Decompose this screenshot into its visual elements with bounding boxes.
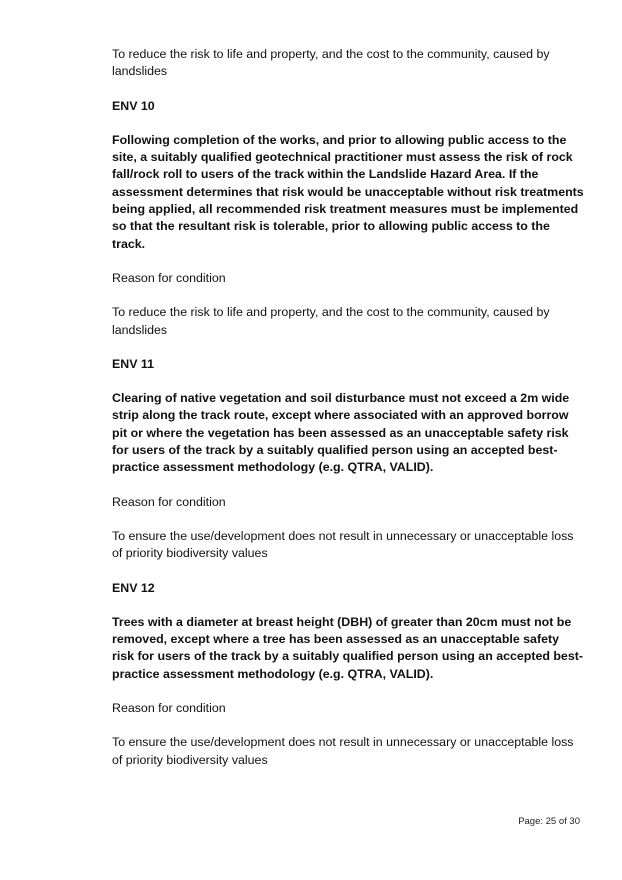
- heading-env-10: ENV 10: [112, 98, 155, 113]
- heading-env-11: ENV 11: [112, 356, 155, 371]
- reason-text-env-10: To reduce the risk to life and property, and the cost to the community, caused by landslides: [112, 305, 550, 337]
- condition-text-env-11: Clearing of native vegetation and soil disturbance must not exceed a 2m wide strip along the track route, except where associated with an approved borrow pit or where the vegetation has been assessed as an unacceptable safety risk for users of the track by a suitably qualified person using an accepted best-practice assessment methodology (e.g. QTRA, VALID).: [112, 391, 570, 475]
- reason-text-env-12: To ensure the use/development does not result in unnecessary or unacceptable loss of priority biodiversity values: [112, 735, 574, 767]
- reason-text-env-11: To ensure the use/development does not result in unnecessary or unacceptable loss of priority biodiversity values: [112, 528, 574, 561]
- reason-label-env-10: Reason for condition: [112, 270, 226, 285]
- heading-env-12: ENV 12: [112, 580, 155, 595]
- condition-text-env-10: Following completion of the works, and prior to allowing public access to the site, a suitably qualified geotechnical practitioner must assess the risk of rock fall/rock roll to users of the track within the Landslide Hazard Area. If the assessment determines that risk would be unacceptable without risk treatments being applied, all recommended risk treatment measures must be implemented so that the resultant risk is tolerable, prior to allowing public access to the track.: [112, 132, 584, 251]
- reason-text-env9: To reduce the risk to life and property, and the cost to the community, caused by landslides: [112, 47, 550, 79]
- reason-label-env-11: Reason for condition: [112, 494, 226, 509]
- condition-text-env-12: Trees with a diameter at breast height (DBH) of greater than 20cm must not be removed, except where a tree has been assessed as an unacceptable safety risk for users of the track by a suitably qualified person using an accepted best-practice assessment methodology (e.g. QTRA, VALID).: [112, 614, 583, 681]
- page-number: Page: 25 of 30: [518, 816, 580, 827]
- page-body: [112, 46, 584, 769]
- reason-label-env-12: Reason for condition: [112, 701, 226, 716]
